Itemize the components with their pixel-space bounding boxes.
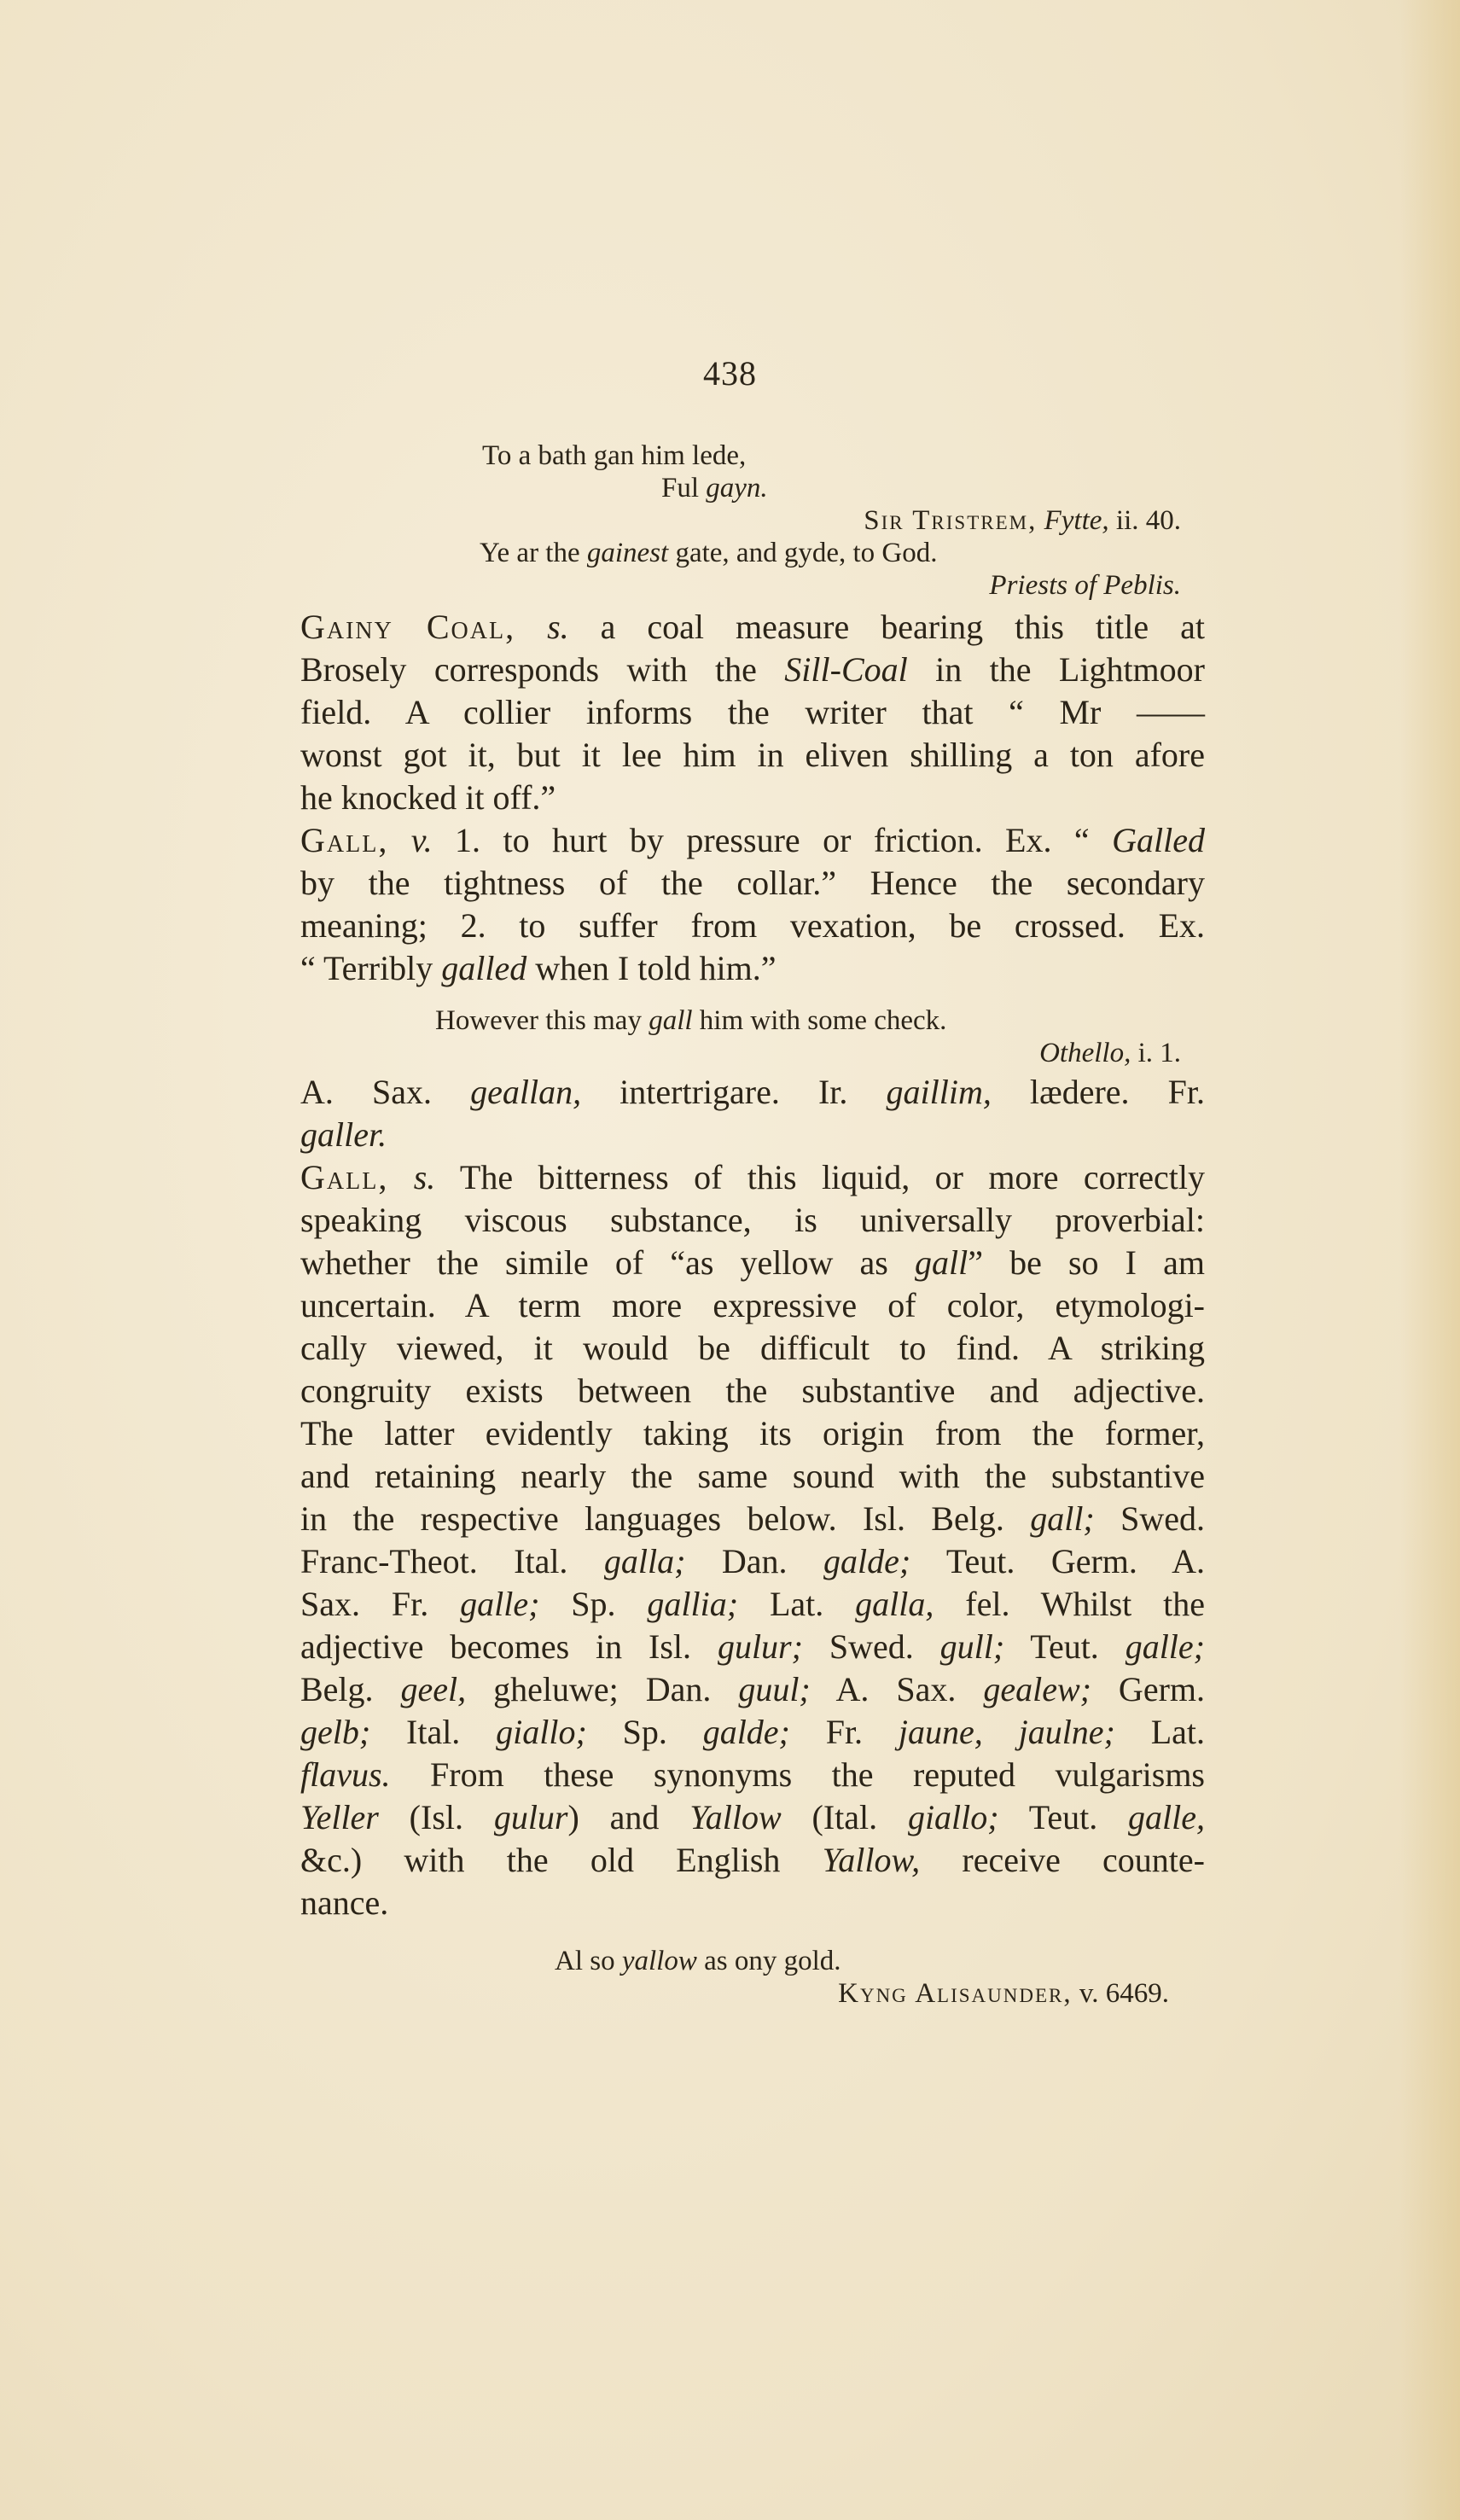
text-run: he knocked it off.” xyxy=(300,778,556,817)
italic-text: galla; xyxy=(603,1542,686,1580)
entry-line xyxy=(300,1071,1205,1114)
text-run: ) and xyxy=(567,1798,690,1836)
text-run xyxy=(1037,505,1044,536)
entry-line xyxy=(300,1668,1205,1711)
text-run: i. 1. xyxy=(1131,1038,1181,1068)
text-run: gate, and gyde, to God. xyxy=(668,538,938,568)
italic-text: flavus. xyxy=(300,1755,391,1794)
entry-line xyxy=(300,1583,1205,1626)
text-run: (Ital. xyxy=(781,1798,908,1836)
italic-text: v. xyxy=(410,821,433,859)
text-run: The latter evidently taking its origin from the former, xyxy=(300,1414,1205,1452)
entry-line xyxy=(300,1754,1205,1796)
page-number: 438 xyxy=(703,354,757,393)
text-run: 1. to hurt by pressure or friction. Ex. “ xyxy=(432,821,1113,859)
quotation-line xyxy=(435,1007,1203,1035)
italic-text: geel, xyxy=(400,1670,467,1708)
headword: Kyng Alisaunder, xyxy=(838,1978,1073,2009)
text-run: (Isl. xyxy=(378,1798,494,1836)
text-run: intertrigare. Ir. xyxy=(581,1073,887,1111)
text-run: Lat. xyxy=(1114,1713,1206,1751)
quotation-line xyxy=(512,1980,1169,2008)
italic-text: galle, xyxy=(1128,1798,1205,1836)
text-run: Al so xyxy=(555,1946,622,1976)
quotation-line xyxy=(512,572,1181,600)
text-run: adjective becomes in Isl. xyxy=(300,1627,718,1666)
italic-text: Yallow, xyxy=(822,1841,921,1879)
italic-text: gallia; xyxy=(647,1585,739,1623)
italic-text: gaillim, xyxy=(886,1073,992,1111)
italic-text: Yallow xyxy=(689,1798,782,1836)
italic-text: yallow xyxy=(621,1946,697,1976)
entry-line xyxy=(300,777,1205,819)
text-run: Ital. xyxy=(370,1713,497,1751)
italic-text: gelb; xyxy=(300,1713,371,1751)
italic-text: galle; xyxy=(1125,1627,1205,1666)
text-run: uncertain. A term more expressive of color, etymologi- xyxy=(300,1286,1205,1324)
text-run: gheluwe; Dan. xyxy=(466,1670,739,1708)
text-run xyxy=(388,1158,413,1196)
headword: Gall, xyxy=(300,1158,389,1196)
text-run: From these synonyms the reputed vulgarisms xyxy=(390,1755,1205,1794)
italic-text: geallan, xyxy=(470,1073,582,1111)
headword: Gainy Coal, xyxy=(300,608,516,646)
text-run: a coal measure bearing this title at xyxy=(568,608,1205,646)
text-run: in the Lightmoor xyxy=(907,650,1205,689)
quotation-line xyxy=(480,539,1162,567)
text-run: field. A collier informs the writer that “ Mr —— xyxy=(300,693,1205,731)
text-run xyxy=(515,608,547,646)
italic-text: jaulne; xyxy=(1018,1713,1115,1751)
italic-text: Galled xyxy=(1112,821,1205,859)
text-run: meaning; 2. to suffer from vexation, be crossed. Ex. xyxy=(300,906,1205,945)
entry-line xyxy=(300,1796,1205,1839)
italic-text: gainest xyxy=(586,538,669,568)
text-run xyxy=(388,821,410,859)
entry-line xyxy=(300,1455,1205,1498)
italic-text: galle; xyxy=(460,1585,540,1623)
entry-line xyxy=(300,862,1205,905)
italic-text: giallo; xyxy=(907,1798,999,1836)
text-run: Lat. xyxy=(738,1585,856,1623)
headword: Gall, xyxy=(300,821,389,859)
italic-text: s. xyxy=(547,608,569,646)
text-run: Teut. xyxy=(998,1798,1129,1836)
italic-text: Priests of Peblis. xyxy=(989,570,1181,601)
italic-text: galled xyxy=(441,949,527,987)
entry-line xyxy=(300,734,1205,777)
text-run: Ye ar the xyxy=(480,538,587,568)
quotation-line xyxy=(482,442,994,470)
text-run: nance. xyxy=(300,1883,389,1922)
italic-text: gull; xyxy=(939,1627,1005,1666)
italic-text: gulur xyxy=(493,1798,568,1836)
italic-text: gayn. xyxy=(706,473,768,503)
quotation-line xyxy=(555,1947,1152,1976)
text-run: Germ. xyxy=(1091,1670,1206,1708)
text-run: “ Terribly xyxy=(300,949,442,987)
text-run: whether the simile of “as yellow as xyxy=(300,1243,915,1282)
text-run: ” be so I am xyxy=(968,1243,1205,1282)
text-run: However this may xyxy=(435,1005,649,1036)
text-run: Fr. xyxy=(789,1713,899,1751)
text-run: Sax. Fr. xyxy=(300,1585,461,1623)
entry-line xyxy=(300,1498,1205,1540)
text-run: speaking viscous substance, is universally proverbial: xyxy=(300,1201,1205,1239)
italic-text: jaune, xyxy=(898,1713,983,1751)
entry-line xyxy=(300,1839,1205,1882)
text-run: A. Sax. xyxy=(810,1670,984,1708)
entry-line xyxy=(300,1284,1205,1327)
quotation-line xyxy=(661,474,1173,503)
italic-text: gealew; xyxy=(983,1670,1091,1708)
headword: Sir Tristrem, xyxy=(864,505,1038,536)
text-run: v. 6469. xyxy=(1072,1978,1169,2009)
entry-line xyxy=(300,649,1205,691)
italic-text: Yeller xyxy=(300,1798,379,1836)
italic-text: Sill-Coal xyxy=(784,650,908,689)
italic-text: giallo; xyxy=(496,1713,587,1751)
text-run: when I told him.” xyxy=(526,949,777,987)
text-run: Teut. Germ. A. xyxy=(910,1542,1206,1580)
text-run: Franc-Theot. Ital. xyxy=(300,1542,604,1580)
text-run: him with some check. xyxy=(692,1005,947,1036)
italic-text: galler. xyxy=(300,1115,387,1154)
text-run: Dan. xyxy=(685,1542,823,1580)
text-run: Brosely corresponds with the xyxy=(300,650,785,689)
entry-line xyxy=(300,1626,1205,1668)
text-run: cally viewed, it would be difficult to find. A striking xyxy=(300,1329,1205,1367)
entry-line xyxy=(300,1199,1205,1242)
text-run: lædere. Fr. xyxy=(991,1073,1206,1111)
entry-line xyxy=(300,1540,1205,1583)
italic-text: gall; xyxy=(1030,1499,1095,1538)
text-run: ii. 40. xyxy=(1108,505,1181,536)
text-run: and retaining nearly the same sound with the substantive xyxy=(300,1457,1205,1495)
text-run: Sp. xyxy=(539,1585,648,1623)
text-run: To a bath gan him lede, xyxy=(482,440,747,471)
text-run: Swed. xyxy=(1094,1499,1205,1538)
italic-text: galde; xyxy=(823,1542,911,1580)
text-run xyxy=(983,1713,1019,1751)
entry-line xyxy=(300,819,1205,862)
text-run: Belg. xyxy=(300,1670,401,1708)
text-run: as ony gold. xyxy=(696,1946,841,1976)
text-run: in the respective languages below. Isl. Belg. xyxy=(300,1499,1031,1538)
entry-line xyxy=(300,606,1205,649)
entry-line xyxy=(300,1242,1205,1284)
italic-text: gall xyxy=(914,1243,968,1282)
text-run: fel. Whilst the xyxy=(934,1585,1206,1623)
italic-text: galla, xyxy=(855,1585,934,1623)
italic-text: galde; xyxy=(702,1713,790,1751)
entry-line xyxy=(300,1370,1205,1412)
entry-line xyxy=(300,947,1205,990)
entry-line xyxy=(300,1412,1205,1455)
text-run: Teut. xyxy=(1004,1627,1126,1666)
text-run: Sp. xyxy=(586,1713,703,1751)
quotation-line xyxy=(512,507,1181,535)
text-run: A. Sax. xyxy=(300,1073,471,1111)
entry-line xyxy=(300,1156,1205,1199)
entry-line xyxy=(300,1327,1205,1370)
italic-text: gall xyxy=(649,1005,693,1036)
text-run: wonst got it, but it lee him in eliven shilling a ton afore xyxy=(300,736,1205,774)
text-run: receive counte- xyxy=(920,1841,1205,1879)
italic-text: s. xyxy=(413,1158,436,1196)
italic-text: Othello, xyxy=(1039,1038,1131,1068)
text-run: Ful xyxy=(661,473,707,503)
entry-line xyxy=(300,1882,1205,1924)
entry-line xyxy=(300,1114,1205,1156)
text-run: The bitterness of this liquid, or more correctly xyxy=(435,1158,1205,1196)
text-run: &c.) with the old English xyxy=(300,1841,823,1879)
text-run: by the tightness of the collar.” Hence the secondary xyxy=(300,864,1205,902)
italic-text: guul; xyxy=(738,1670,811,1708)
entry-line xyxy=(300,691,1205,734)
italic-text: Fytte, xyxy=(1044,505,1109,536)
text-run: Swed. xyxy=(802,1627,940,1666)
quotation-line xyxy=(512,1039,1181,1068)
text-run: congruity exists between the substantive and adjective. xyxy=(300,1371,1205,1410)
italic-text: gulur; xyxy=(717,1627,803,1666)
entry-line xyxy=(300,905,1205,947)
entry-line xyxy=(300,1711,1205,1754)
